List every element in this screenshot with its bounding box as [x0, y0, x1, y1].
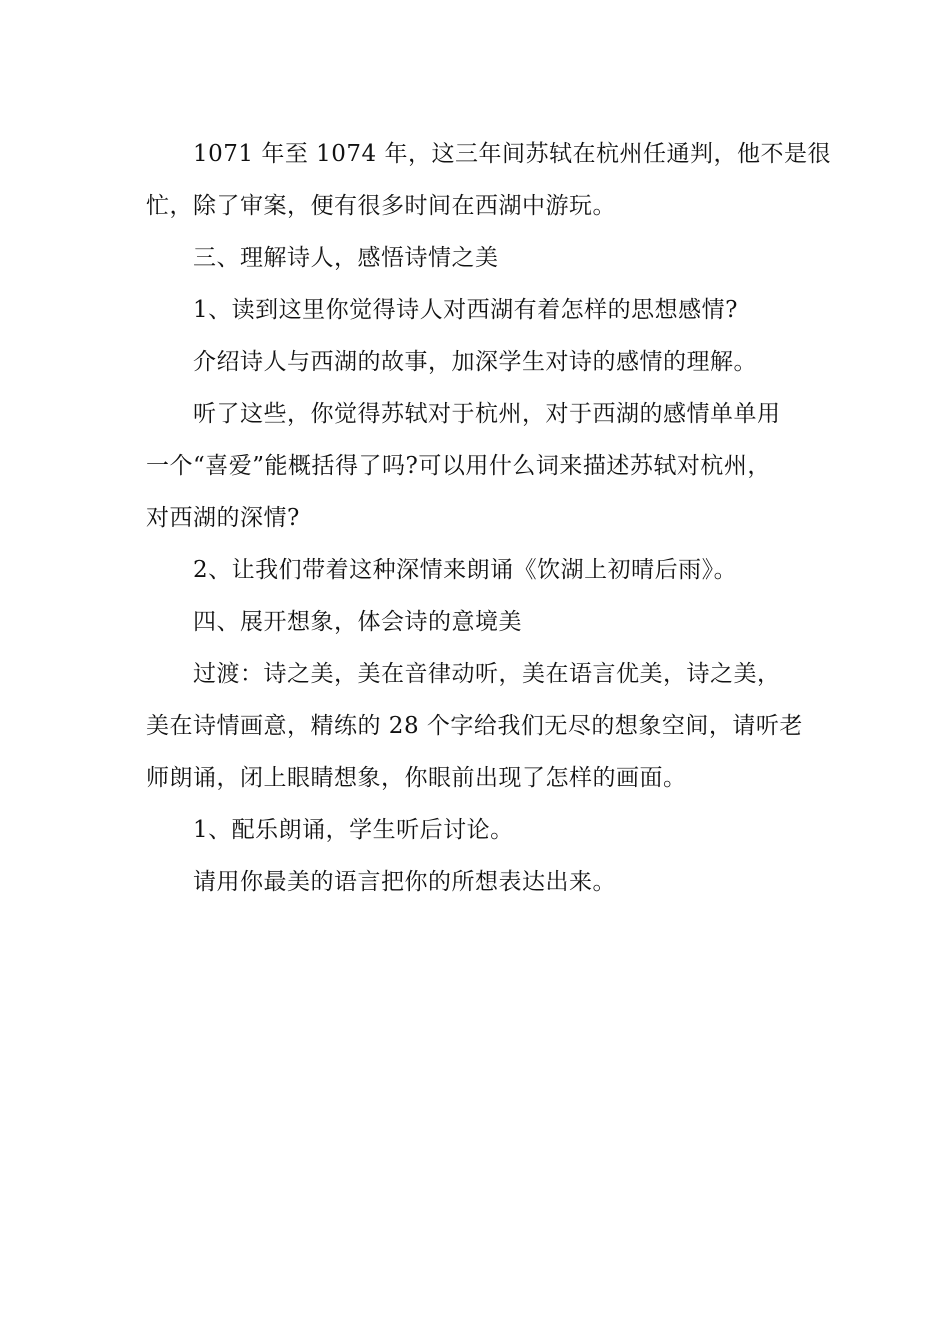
paragraph-line: 师朗诵，闭上眼睛想象，你眼前出现了怎样的画面。: [146, 765, 687, 791]
section-heading: 三、理解诗人，感悟诗情之美: [193, 245, 499, 271]
paragraph-line: 过渡：诗之美，美在音律动听，美在语言优美，诗之美，: [193, 661, 781, 687]
document-body: [146, 128, 831, 908]
section-heading: 四、展开想象，体会诗的意境美: [193, 609, 522, 635]
paragraph-line: 忙，除了审案，便有很多时间在西湖中游玩。: [146, 193, 616, 219]
paragraph-line: 1、配乐朗诵，学生听后讨论。: [193, 817, 514, 843]
paragraph-line: 请用你最美的语言把你的所想表达出来。: [193, 869, 616, 895]
paragraph-line: 美在诗情画意，精练的 28 个字给我们无尽的想象空间，请听老: [146, 713, 803, 739]
paragraph-line: 对西湖的深情?: [146, 505, 300, 531]
paragraph-line: 2、让我们带着这种深情来朗诵《饮湖上初晴后雨》。: [193, 557, 738, 583]
paragraph-line: 介绍诗人与西湖的故事，加深学生对诗的感情的理解。: [193, 349, 757, 375]
paragraph-line: 1071 年至 1074 年，这三年间苏轼在杭州任通判，他不是很: [193, 141, 831, 167]
paragraph-line: 一个“喜爱”能概括得了吗?可以用什么词来描述苏轼对杭州，: [146, 453, 771, 479]
paragraph-line: 听了这些，你觉得苏轼对于杭州，对于西湖的感情单单用: [193, 401, 781, 427]
paragraph-line: 1、读到这里你觉得诗人对西湖有着怎样的思想感情?: [193, 297, 738, 323]
